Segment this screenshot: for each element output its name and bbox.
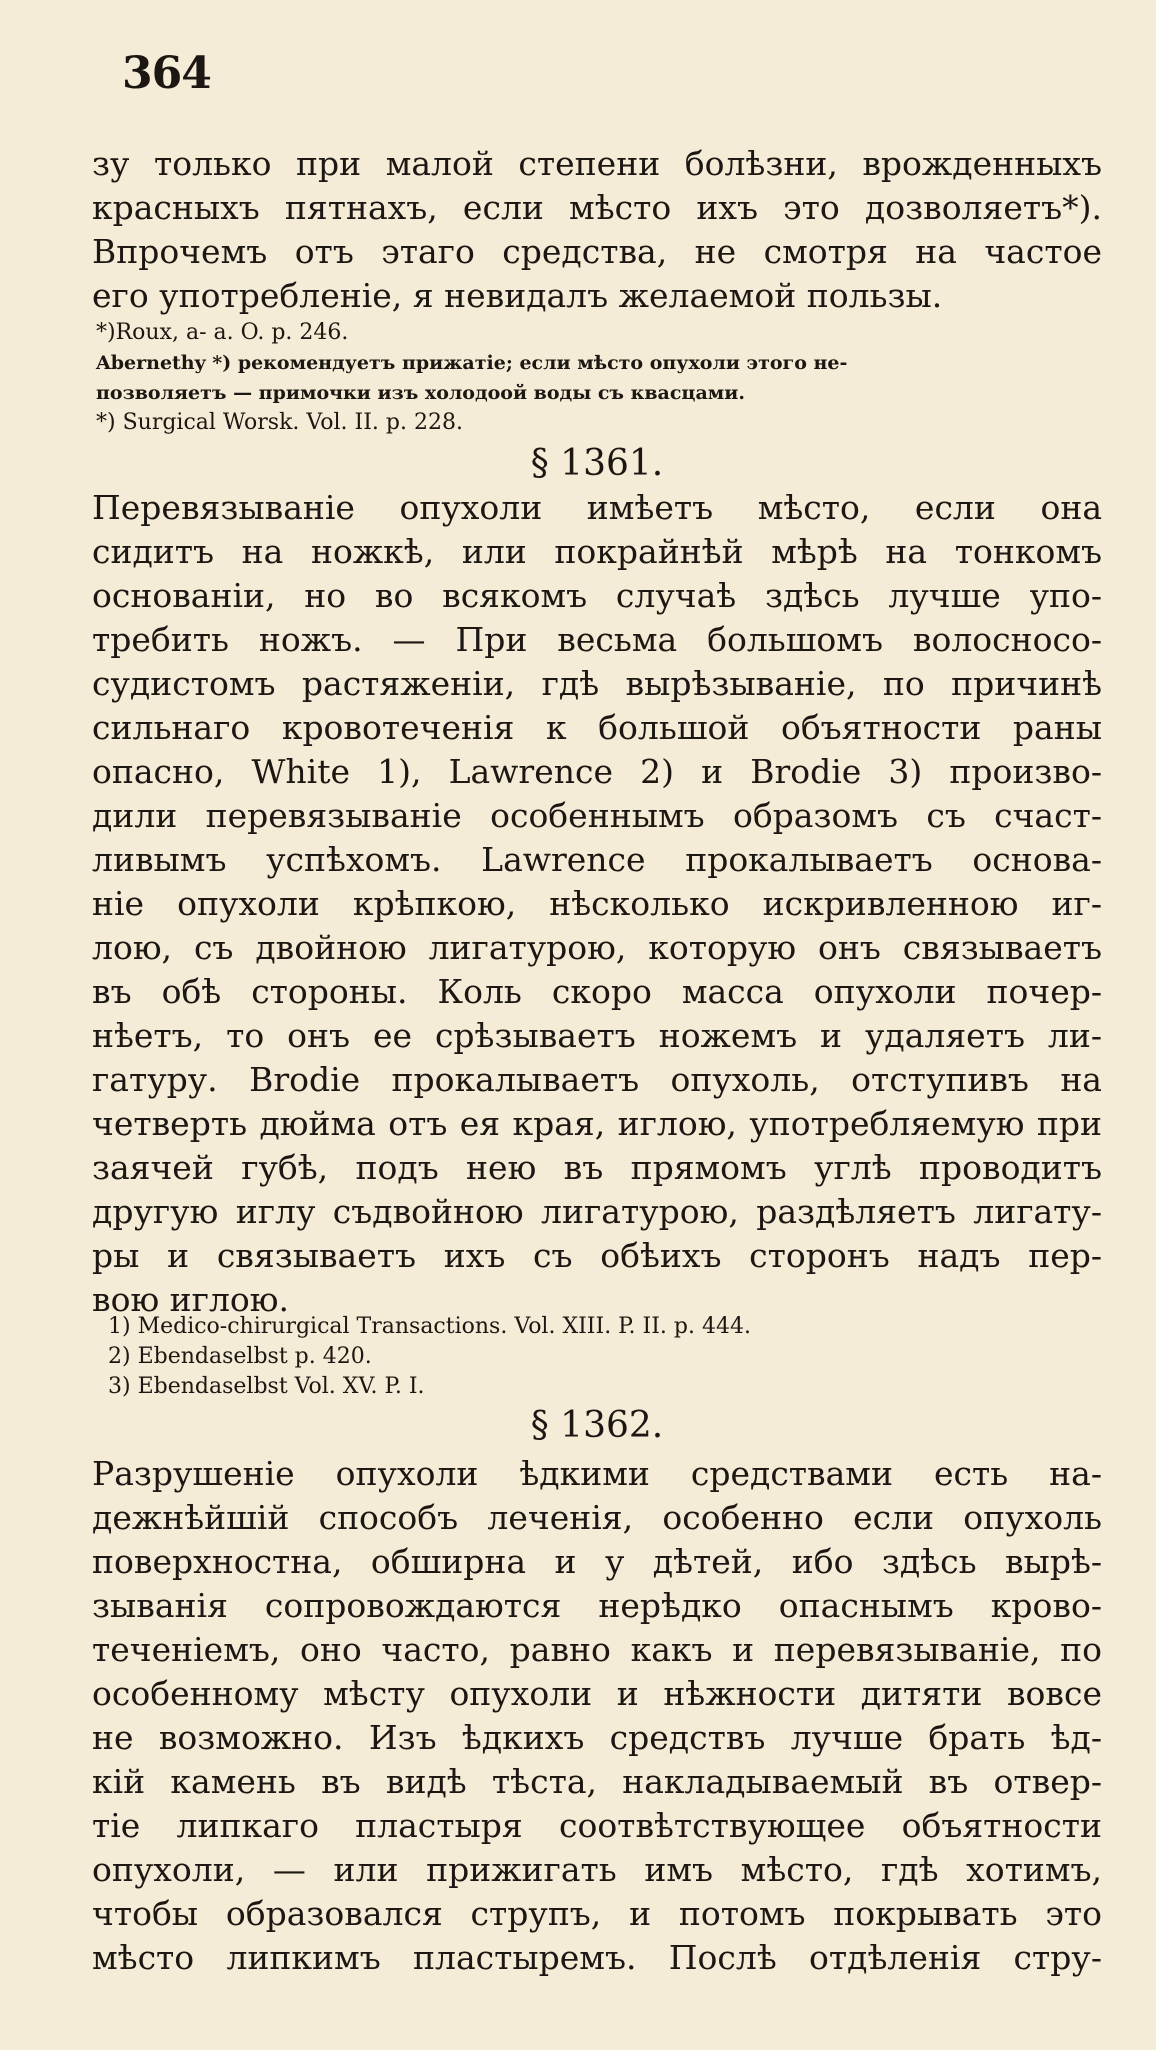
text-line: поверхностна, обширна и у дѣтей, ибо здѣсь вырѣ- [92, 1542, 1102, 1581]
text-line: нѣетъ, то онъ ее срѣзываетъ ножемъ и удаляетъ ли- [92, 1016, 1102, 1055]
text-line: дили перевязываніе особеннымъ образомъ съ счаст- [92, 796, 1102, 835]
text-line: Разрушеніе опухоли ѣдкими средствами есть на- [92, 1454, 1102, 1493]
text-line: ніе опухоли крѣпкою, нѣсколько искривленною иг- [92, 884, 1102, 923]
page-number: 364 [122, 48, 211, 99]
footnote: Abernethy *) рекомендуетъ прижатіе; если мѣсто опухоли этого не- [96, 352, 848, 374]
text-line: ры и связываетъ ихъ съ обѣихъ сторонъ надъ пер- [92, 1236, 1102, 1275]
text-line: опасно, White 1), Lawrence 2) и Brodie 3) произво- [92, 752, 1102, 791]
text-line: основаніи, но во всякомъ случаѣ здѣсь лучше упо- [92, 576, 1102, 615]
footnote: 1) Medico-chirurgical Transactions. Vol. XIII. P. II. p. 444. [108, 1314, 751, 1339]
section-1362 [92, 1400, 1102, 1452]
text-line: ливымъ успѣхомъ. Lawrence прокалываетъ основа- [92, 840, 1102, 879]
text-line: Впрочемъ отъ этаго средства, не смотря на частое [92, 232, 1102, 271]
text-line: въ обѣ стороны. Коль скоро масса опухоли почер- [92, 972, 1102, 1011]
text-line: его употребленіе, я невидалъ желаемой пользы. [92, 276, 943, 315]
section-heading: § 1362. [530, 1405, 664, 1446]
text-line: чтобы образовался струпъ, и потомъ покрывать это [92, 1894, 1102, 1933]
text-line: вою иглою. [92, 1280, 290, 1319]
text-line: лою, съ двойною лигатурою, которую онъ связываетъ [92, 928, 1102, 967]
text-line: сидитъ на ножкѣ, или покрайнѣй мѣрѣ на тонкомъ [92, 532, 1102, 571]
text-line: дежнѣйшій способъ леченія, особенно если опухоль [92, 1498, 1102, 1537]
text-line: сильнаго кровотеченія к большой объятности раны [92, 708, 1102, 747]
text-line: мѣсто липкимъ пластыремъ. Послѣ отдѣленія стру- [92, 1938, 1102, 1977]
text-line: другую иглу съдвойною лигатурою, раздѣляетъ лигату- [92, 1192, 1102, 1231]
section-1362-body [92, 1452, 1102, 1980]
text-line: гатуру. Brodie прокалываетъ опухоль, отступивъ на [92, 1060, 1102, 1099]
text-line: красныхъ пятнахъ, если мѣсто ихъ это дозволяетъ*). [92, 188, 1102, 227]
footnote: 3) Ebendaselbst Vol. XV. P. I. [108, 1374, 425, 1399]
text-line: зу только при малой степени болѣзни, врожденныхъ [92, 144, 1102, 183]
text-line: опухоли, — или прижигать имъ мѣсто, гдѣ хотимъ, [92, 1850, 1102, 1889]
text-line: зыванія сопровождаются нерѣдко опаснымъ крово- [92, 1586, 1102, 1625]
section-1361-footnotes [108, 1312, 1118, 1402]
intro-footnotes [96, 318, 1106, 438]
text-line: заячей губѣ, подъ нею въ прямомъ углѣ проводитъ [92, 1148, 1102, 1187]
footnote: *)Roux, a- a. O. p. 246. [96, 320, 349, 345]
footnote: 2) Ebendaselbst p. 420. [108, 1344, 372, 1369]
text-line: тіе липкаго пластыря соотвѣтствующее объятности [92, 1806, 1102, 1845]
text-line: не возможно. Изъ ѣдкихъ средствъ лучше брать ѣд- [92, 1718, 1102, 1757]
section-1361 [92, 438, 1102, 490]
footnote: *) Surgical Worsk. Vol. II. p. 228. [96, 410, 463, 435]
text-line: Перевязываніе опухоли имѣетъ мѣсто, если она [92, 488, 1102, 527]
intro-paragraph [92, 142, 1102, 318]
text-line: особенному мѣсту опухоли и нѣжности дитяти вовсе [92, 1674, 1102, 1713]
section-heading: § 1361. [530, 443, 664, 484]
section-1361-body [92, 486, 1102, 1322]
text-line: кій камень въ видѣ тѣста, накладываемый въ отвер- [92, 1762, 1102, 1801]
text-line: требить ножъ. — При весьма большомъ волосносо- [92, 620, 1102, 659]
text-line: теченіемъ, оно часто, равно какъ и перевязываніе, по [92, 1630, 1102, 1669]
text-line: четверть дюйма отъ ея края, иглою, употребляемую при [92, 1104, 1102, 1143]
text-line: судистомъ растяженіи, гдѣ вырѣзываніе, по причинѣ [92, 664, 1102, 703]
footnote: позволяетъ — примочки изъ холодоой воды съ квасцами. [96, 382, 745, 404]
